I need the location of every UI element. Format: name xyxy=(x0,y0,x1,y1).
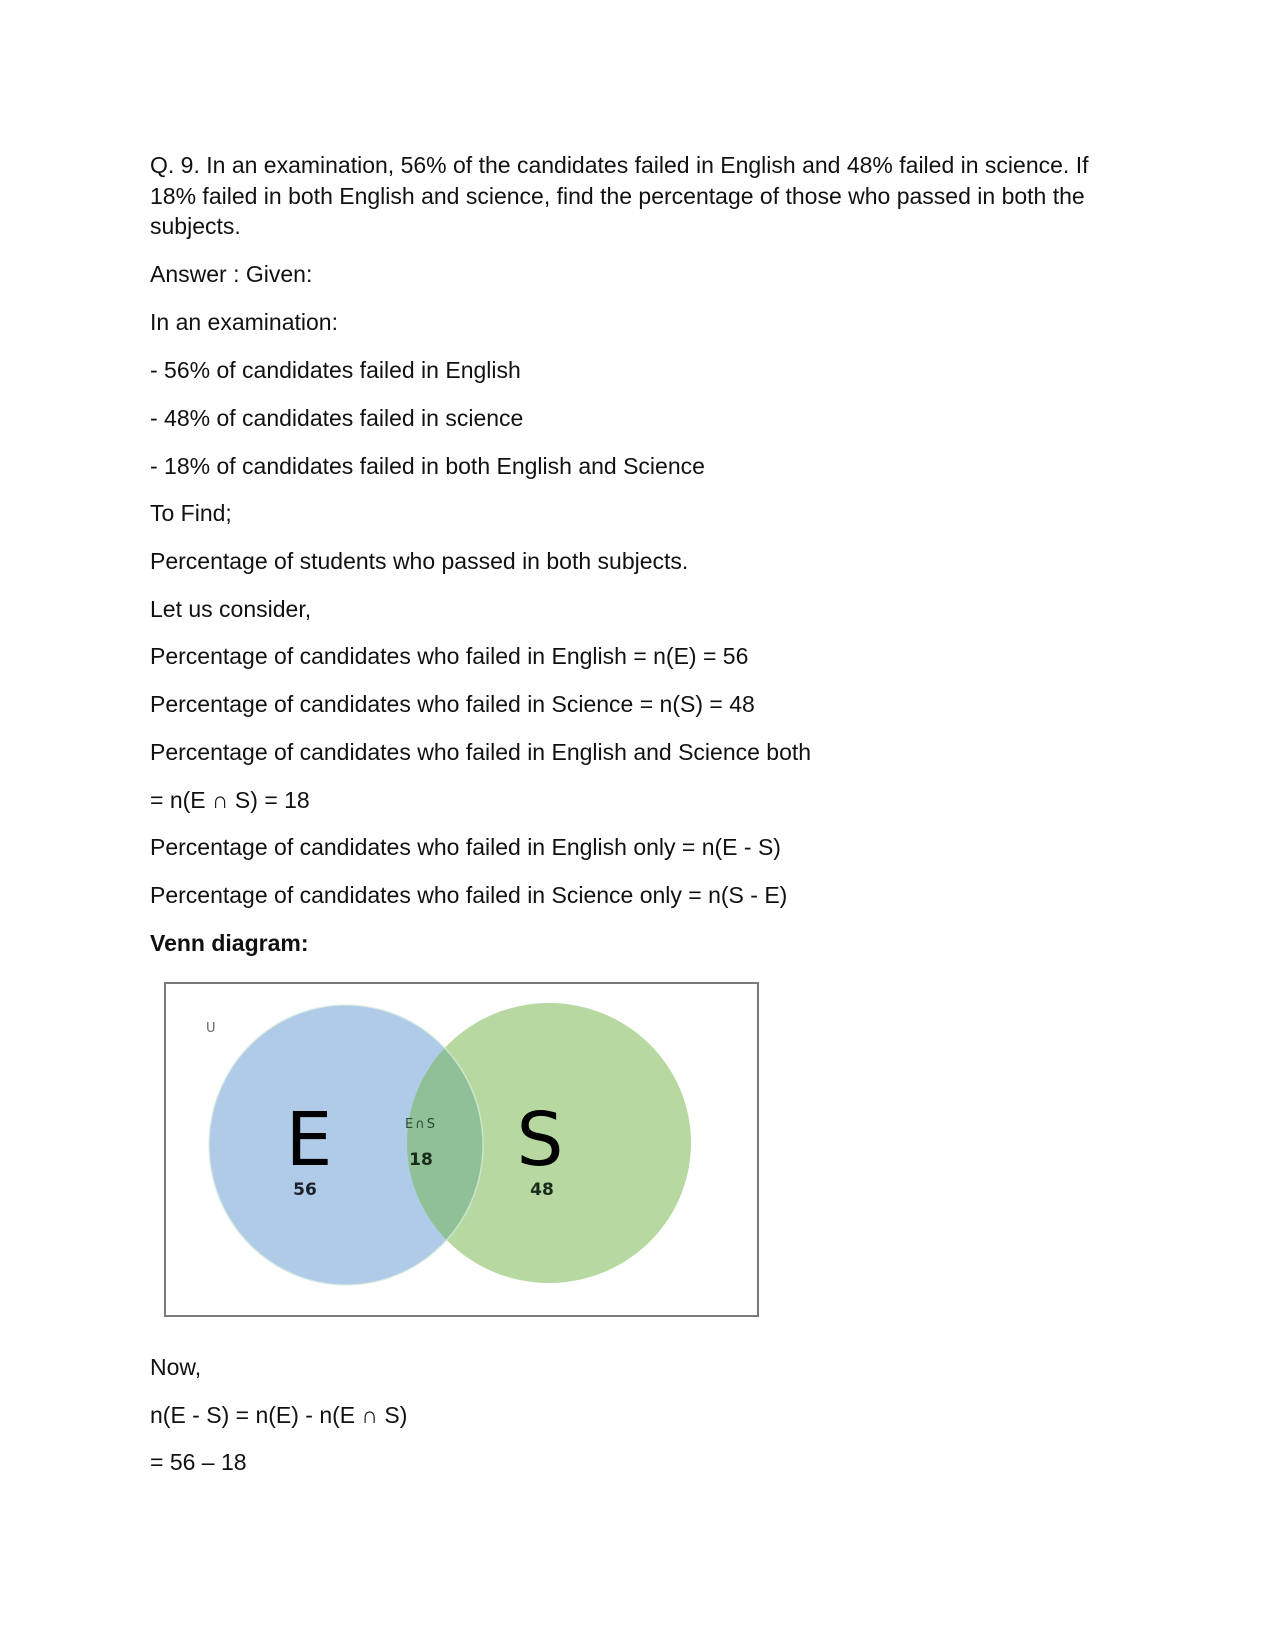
intersection-value: 18 xyxy=(409,1150,433,1170)
consider-text: Let us consider, xyxy=(150,596,312,622)
question-text: Q. 9. In an examination, 56% of the candidates failed in English and 48% failed in science. If 18% failed in both English and science, find the percentage of those who passed in both the subjects. xyxy=(150,152,1089,239)
definition-line: Percentage of candidates who failed in Science = n(S) = 48 xyxy=(150,691,755,717)
set-e-label: E xyxy=(285,1097,333,1183)
set-e-value: 56 xyxy=(293,1180,317,1200)
venn-heading: Venn diagram: xyxy=(150,930,309,956)
given-item: - 48% of candidates failed in science xyxy=(150,405,524,431)
definition-line: Percentage of candidates who failed in English only = n(E - S) xyxy=(150,834,781,860)
venn-svg xyxy=(166,984,757,1315)
to-find-label: To Find; xyxy=(150,500,232,526)
step-line: = 56 – 18 xyxy=(150,1449,247,1475)
answer-intro: Answer : Given: xyxy=(150,261,313,287)
definition-line: Percentage of candidates who failed in English and Science both xyxy=(150,739,812,765)
answer-context: In an examination: xyxy=(150,309,338,335)
intersection-label: E∩S xyxy=(405,1117,437,1132)
set-s-value: 48 xyxy=(530,1180,554,1200)
definition-line: = n(E ∩ S) = 18 xyxy=(150,787,310,813)
venn-diagram xyxy=(164,982,759,1317)
set-s-label: S xyxy=(516,1097,564,1183)
definition-line: Percentage of candidates who failed in English = n(E) = 56 xyxy=(150,643,749,669)
to-find-text: Percentage of students who passed in both subjects. xyxy=(150,548,689,574)
now-text: Now, xyxy=(150,1354,202,1380)
given-item: - 18% of candidates failed in both English and Science xyxy=(150,453,705,479)
definition-line: Percentage of candidates who failed in Science only = n(S - E) xyxy=(150,882,788,908)
step-line: n(E - S) = n(E) - n(E ∩ S) xyxy=(150,1402,408,1428)
given-item: - 56% of candidates failed in English xyxy=(150,357,521,383)
universe-label: U xyxy=(206,1021,216,1036)
